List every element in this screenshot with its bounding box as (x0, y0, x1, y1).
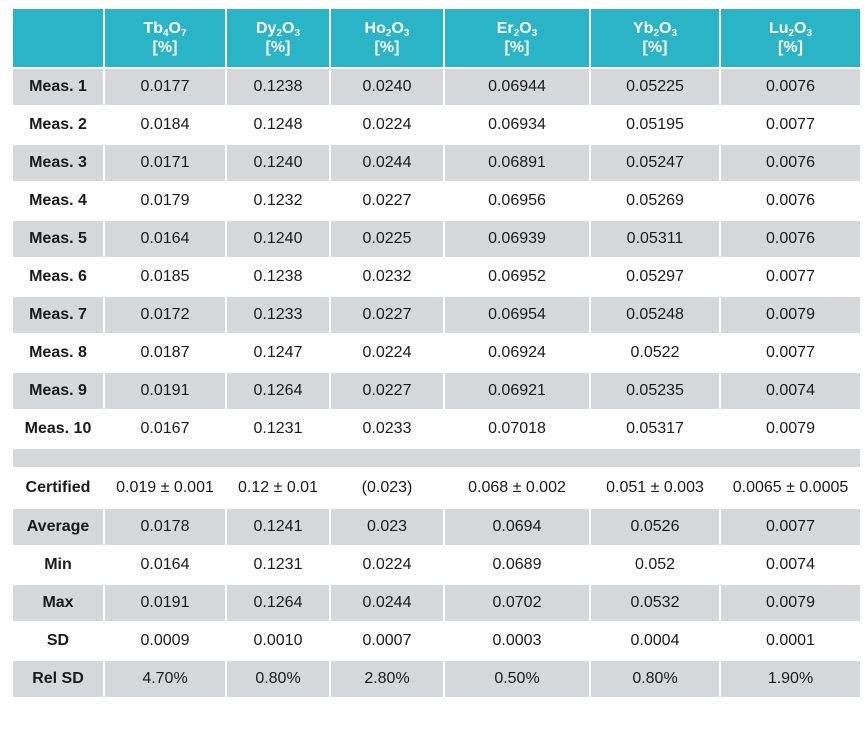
table-cell: 0.0076 (720, 68, 861, 106)
table-cell: 0.0227 (330, 182, 444, 220)
table-cell: 1.90% (720, 660, 861, 698)
table-cell: 0.0077 (720, 258, 861, 296)
table-cell: 0.0225 (330, 220, 444, 258)
header-corner-cell (12, 8, 104, 68)
table-cell: 0.05235 (590, 372, 720, 410)
table-cell: 0.0004 (590, 622, 720, 660)
spacer-row (12, 448, 861, 468)
table-cell: 0.068 ± 0.002 (444, 468, 590, 508)
table-cell: 0.0177 (104, 68, 226, 106)
table-cell: 0.0079 (720, 296, 861, 334)
table-cell: 0.052 (590, 546, 720, 584)
table-cell: 0.0076 (720, 220, 861, 258)
table-cell: 0.1240 (226, 220, 330, 258)
table-row (12, 144, 861, 182)
row-label: Meas. 8 (12, 334, 104, 372)
table-cell: 0.0191 (104, 584, 226, 622)
table-cell: 0.0077 (720, 106, 861, 144)
table-cell: 0.0187 (104, 334, 226, 372)
table-row (12, 468, 861, 508)
table-cell: 0.0532 (590, 584, 720, 622)
table-cell: 0.0224 (330, 106, 444, 144)
table-cell: 0.05269 (590, 182, 720, 220)
row-label: Meas. 1 (12, 68, 104, 106)
table-cell: 0.1231 (226, 546, 330, 584)
table-cell: 0.0240 (330, 68, 444, 106)
table-header (12, 8, 861, 68)
table-cell: 0.0232 (330, 258, 444, 296)
table-cell: 0.051 ± 0.003 (590, 468, 720, 508)
table-cell: 0.1248 (226, 106, 330, 144)
table-cell: 0.0227 (330, 372, 444, 410)
table-cell: 0.0167 (104, 410, 226, 448)
table-cell: 0.0227 (330, 296, 444, 334)
table-cell: 0.05195 (590, 106, 720, 144)
table-cell: 0.0076 (720, 144, 861, 182)
row-label: Meas. 9 (12, 372, 104, 410)
table-cell: 0.06934 (444, 106, 590, 144)
table-cell: 0.0065 ± 0.0005 (720, 468, 861, 508)
row-label: Meas. 2 (12, 106, 104, 144)
table-cell: 0.07018 (444, 410, 590, 448)
row-label: Meas. 5 (12, 220, 104, 258)
spacer-cell (12, 448, 861, 468)
table-row (12, 660, 861, 698)
table-cell: 0.1241 (226, 508, 330, 546)
table-cell: 0.05297 (590, 258, 720, 296)
table-cell: 0.80% (590, 660, 720, 698)
table-cell: 0.0689 (444, 546, 590, 584)
table-cell: 0.0224 (330, 546, 444, 584)
table-cell: 0.0010 (226, 622, 330, 660)
table-cell: 0.06956 (444, 182, 590, 220)
table-row (12, 622, 861, 660)
table-cell: 2.80% (330, 660, 444, 698)
table-cell: 0.0694 (444, 508, 590, 546)
table-row (12, 68, 861, 106)
column-header-yb: $Yb_2O_3$ [%] (590, 8, 720, 68)
table-cell: 0.05311 (590, 220, 720, 258)
table-cell: 0.0702 (444, 584, 590, 622)
table-cell: 0.0233 (330, 410, 444, 448)
table-cell: 0.1240 (226, 144, 330, 182)
table-cell: 0.0074 (720, 546, 861, 584)
table-cell: 0.06944 (444, 68, 590, 106)
table-cell: 0.0077 (720, 508, 861, 546)
table-cell: 0.0009 (104, 622, 226, 660)
table-cell: 0.05247 (590, 144, 720, 182)
table-row (12, 372, 861, 410)
table-row (12, 508, 861, 546)
table-row (12, 410, 861, 448)
table-cell: 0.05225 (590, 68, 720, 106)
table-cell: (0.023) (330, 468, 444, 508)
column-header-ho: $Ho_2O_3$ [%] (330, 8, 444, 68)
table-cell: 0.0074 (720, 372, 861, 410)
table-row (12, 296, 861, 334)
table-row (12, 106, 861, 144)
table-cell: 0.1264 (226, 584, 330, 622)
table-cell: 0.0179 (104, 182, 226, 220)
table-cell: 0.05248 (590, 296, 720, 334)
table-row (12, 334, 861, 372)
table-cell: 0.0191 (104, 372, 226, 410)
table-cell: 0.0184 (104, 106, 226, 144)
table-cell: 0.0224 (330, 334, 444, 372)
table-cell: 0.0164 (104, 220, 226, 258)
table-cell: 0.0164 (104, 546, 226, 584)
table-cell: 0.1247 (226, 334, 330, 372)
table-cell: 0.05317 (590, 410, 720, 448)
table-cell: 0.0007 (330, 622, 444, 660)
table-cell: 0.06921 (444, 372, 590, 410)
table-cell: 0.0522 (590, 334, 720, 372)
measurement-rows (12, 68, 861, 468)
results-table-container (11, 7, 860, 699)
table-cell: 0.06924 (444, 334, 590, 372)
column-header-tb: $Tb_4O_7$ [%] (104, 8, 226, 68)
table-cell: 0.1232 (226, 182, 330, 220)
table-cell: 0.0077 (720, 334, 861, 372)
table-cell: 0.0172 (104, 296, 226, 334)
table-cell: 0.023 (330, 508, 444, 546)
table-cell: 0.12 ± 0.01 (226, 468, 330, 508)
column-header-lu: $Lu_2O_3$ [%] (720, 8, 861, 68)
row-label: SD (12, 622, 104, 660)
row-label: Meas. 7 (12, 296, 104, 334)
column-header-er: $Er_2O_3$ [%] (444, 8, 590, 68)
table-row (12, 220, 861, 258)
row-label: Average (12, 508, 104, 546)
row-label: Meas. 10 (12, 410, 104, 448)
table-row (12, 584, 861, 622)
table-cell: 0.0244 (330, 144, 444, 182)
table-cell: 0.1238 (226, 68, 330, 106)
row-label: Meas. 4 (12, 182, 104, 220)
table-cell: 0.50% (444, 660, 590, 698)
row-label: Certified (12, 468, 104, 508)
table-cell: 0.0079 (720, 410, 861, 448)
column-header-dy: $Dy_2O_3$ [%] (226, 8, 330, 68)
table-cell: 0.0178 (104, 508, 226, 546)
table-cell: 0.06939 (444, 220, 590, 258)
table-row (12, 546, 861, 584)
statistics-rows (12, 468, 861, 698)
table-cell: 0.0076 (720, 182, 861, 220)
row-label: Meas. 6 (12, 258, 104, 296)
table-cell: 0.019 ± 0.001 (104, 468, 226, 508)
table-row (12, 258, 861, 296)
table-cell: 0.1238 (226, 258, 330, 296)
header-row (12, 8, 861, 68)
row-label: Meas. 3 (12, 144, 104, 182)
table-cell: 0.06952 (444, 258, 590, 296)
table-cell: 0.0526 (590, 508, 720, 546)
table-cell: 0.1264 (226, 372, 330, 410)
table-cell: 0.0244 (330, 584, 444, 622)
table-cell: 0.1233 (226, 296, 330, 334)
row-label: Rel SD (12, 660, 104, 698)
table-cell: 0.06891 (444, 144, 590, 182)
table-cell: 0.0079 (720, 584, 861, 622)
table-cell: 0.06954 (444, 296, 590, 334)
table-cell: 0.0001 (720, 622, 861, 660)
results-table (11, 7, 862, 699)
table-cell: 0.1231 (226, 410, 330, 448)
row-label: Min (12, 546, 104, 584)
table-cell: 0.0171 (104, 144, 226, 182)
table-cell: 0.80% (226, 660, 330, 698)
table-row (12, 182, 861, 220)
row-label: Max (12, 584, 104, 622)
table-cell: 0.0185 (104, 258, 226, 296)
table-cell: 4.70% (104, 660, 226, 698)
table-cell: 0.0003 (444, 622, 590, 660)
